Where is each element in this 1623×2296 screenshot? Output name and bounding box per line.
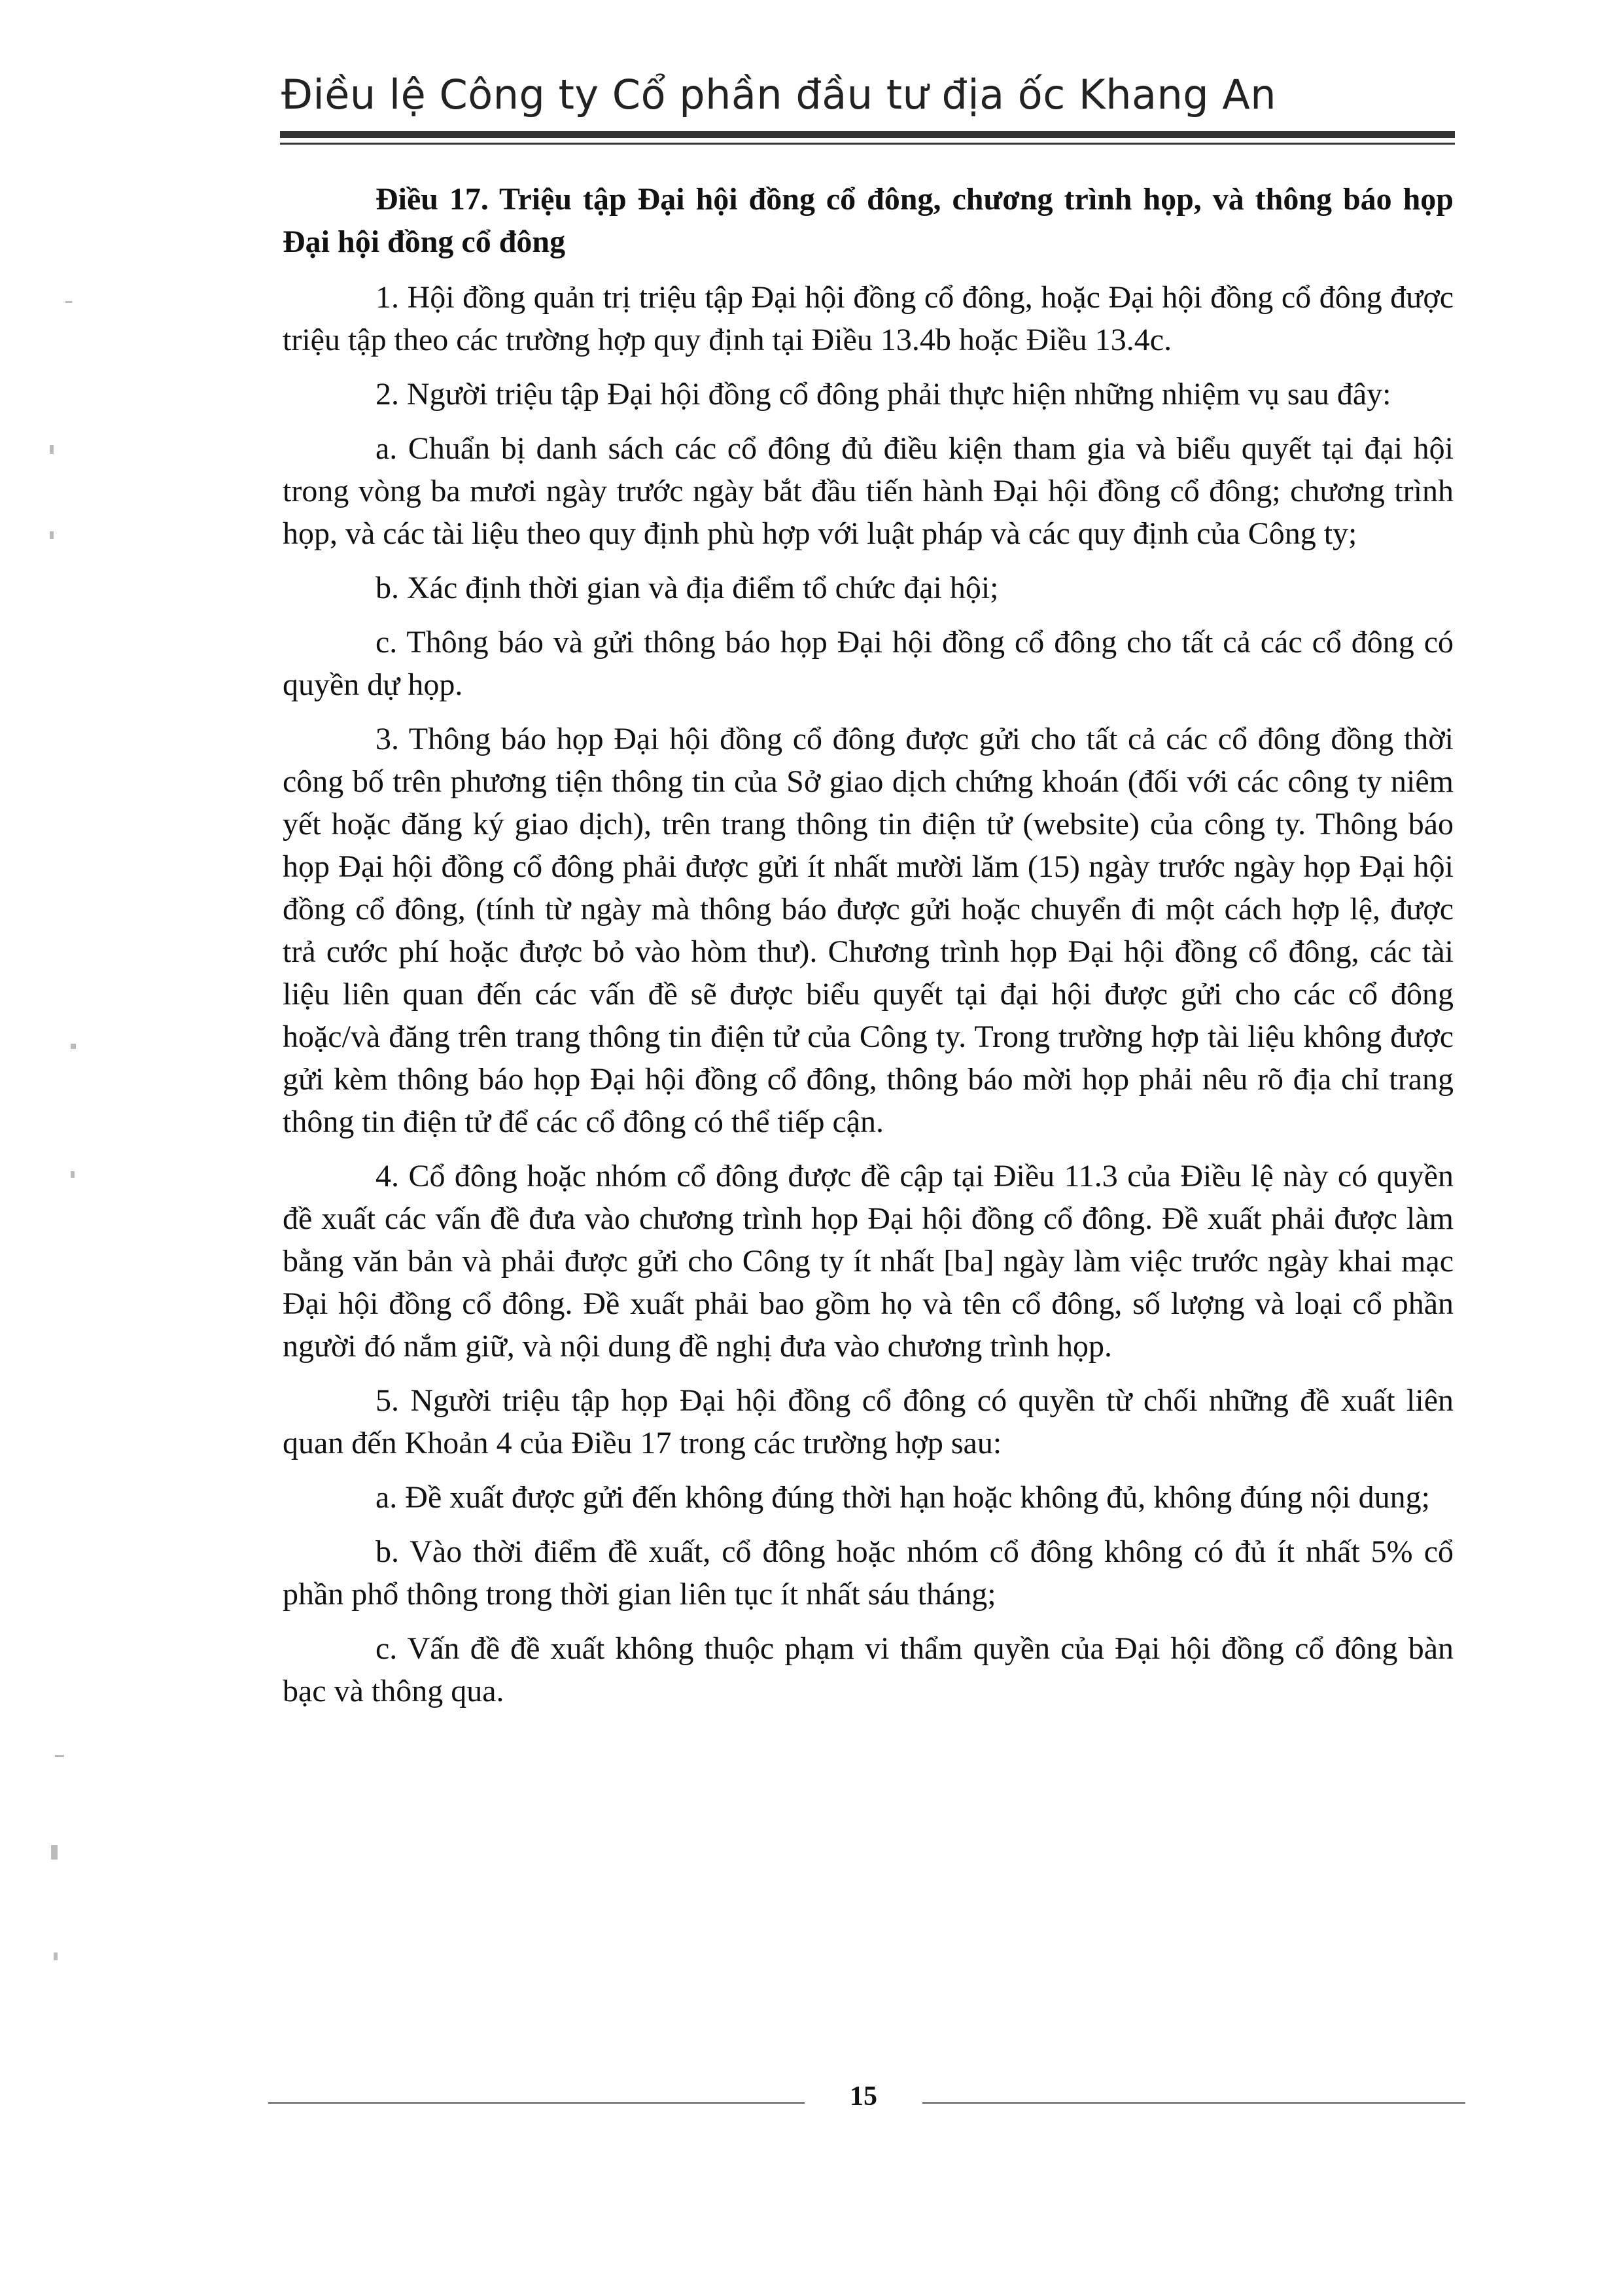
scan-artifact <box>71 1171 75 1178</box>
scan-artifact <box>51 1845 58 1860</box>
footer-rule-right <box>922 2102 1465 2104</box>
scan-artifact <box>65 301 72 303</box>
clause-4: 4. Cổ đông hoặc nhóm cổ đông được đề cập tại Điều 11.3 của Điều lệ này có quyền đề xuất các vấn đề đưa vào chương trình họp Đại hội đồng cổ đông. Đề xuất phải được làm bằng văn bản và phải được gửi cho Công ty ít nhất [ba] ngày làm việc trước ngày khai mạc Đại hội đồng cổ đông. Đề xuất phải bao gồm họ và tên cổ đông, số lượng và loại cổ phần người đó nắm giữ, và nội dung đề nghị đưa vào chương trình họp. <box>283 1159 1454 1364</box>
scan-artifact <box>54 1952 58 1960</box>
clause-3: 3. Thông báo họp Đại hội đồng cổ đông được gửi cho tất cả các cổ đông đồng thời công bố trên phương tiện thông tin của Sở giao dịch chứng khoán (đối với các công ty niêm yết hoặc đăng ký giao dịch), trên trang thông tin điện tử (website) của công ty. Thông báo họp Đại hội đồng cổ đông phải được gửi ít nhất mười lăm (15) ngày trước ngày họp Đại hội đồng cổ đông, (tính từ ngày mà thông báo được gửi hoặc chuyển đi một cách hợp lệ, được trả cước phí hoặc được bỏ vào hòm thư). Chương trình họp Đại hội đồng cổ đông, các tài liệu liên quan đến các vấn đề sẽ được biểu quyết tại đại hội được gửi cho các cổ đông hoặc/và đăng trên trang thông tin điện tử của Công ty. Trong trường hợp tài liệu không được gửi kèm thông báo họp Đại hội đồng cổ đông, thông báo mời họp phải nêu rõ địa chỉ trang thông tin điện tử để các cổ đông có thể tiếp cận. <box>283 722 1454 1139</box>
scan-artifact <box>50 531 54 539</box>
scan-artifact <box>71 1044 76 1049</box>
clause-5c: c. Vấn đề đề xuất không thuộc phạm vi thẩm quyền của Đại hội đồng cổ đông bàn bạc và thông qua. <box>283 1631 1454 1708</box>
article-body <box>283 164 1454 1724</box>
clause-2: 2. Người triệu tập Đại hội đồng cổ đông phải thực hiện những nhiệm vụ sau đây: <box>375 377 1391 412</box>
clause-5: 5. Người triệu tập họp Đại hội đồng cổ đông có quyền từ chối những đề xuất liên quan đến Khoản 4 của Điều 17 trong các trường hợp sau: <box>283 1383 1454 1460</box>
article-heading: Điều 17. Triệu tập Đại hội đồng cổ đông, chương trình họp, và thông báo họp Đại hội đồng cổ đông <box>283 182 1454 259</box>
clause-2a: a. Chuẩn bị danh sách các cổ đông đủ điều kiện tham gia và biểu quyết tại đại hội trong vòng ba mươi ngày trước ngày bắt đầu tiến hành Đại hội đồng cổ đông; chương trình họp, và các tài liệu theo quy định phù hợp với luật pháp và các quy định của Công ty; <box>283 431 1454 551</box>
clause-1: 1. Hội đồng quản trị triệu tập Đại hội đồng cổ đông, hoặc Đại hội đồng cổ đông được triệu tập theo các trường hợp quy định tại Điều 13.4b hoặc Điều 13.4c. <box>283 280 1454 357</box>
clause-5b: b. Vào thời điểm đề xuất, cổ đông hoặc nhóm cổ đông không có đủ ít nhất 5% cổ phần phổ thông trong thời gian liên tục ít nhất sáu tháng; <box>283 1534 1454 1612</box>
page-number: 15 <box>850 2081 877 2111</box>
scan-artifact <box>55 1755 64 1757</box>
header-title: Điều lệ Công ty Cổ phần đầu tư địa ốc Khang An <box>281 71 1277 118</box>
scan-artifact <box>50 445 54 454</box>
header-rule-thick <box>280 131 1455 138</box>
clause-5a: a. Đề xuất được gửi đến không đúng thời hạn hoặc không đủ, không đúng nội dung; <box>375 1480 1430 1515</box>
header-rule-thin <box>280 143 1455 145</box>
footer-rule-left <box>268 2102 805 2104</box>
clause-2b: b. Xác định thời gian và địa điểm tổ chức đại hội; <box>375 571 999 605</box>
clause-2c: c. Thông báo và gửi thông báo họp Đại hội đồng cổ đông cho tất cả các cổ đông có quyền dự họp. <box>283 625 1454 702</box>
